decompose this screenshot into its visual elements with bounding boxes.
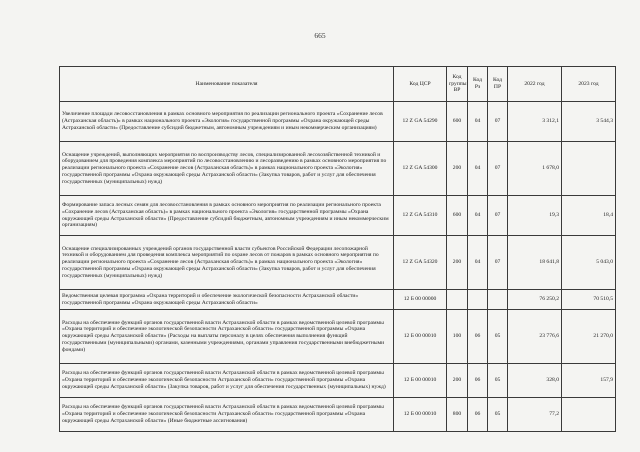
row-razdel: 06 <box>468 364 488 398</box>
row-group: 800 <box>447 398 468 432</box>
row-group: 200 <box>447 364 468 398</box>
header-group: Код группы ВР <box>447 67 468 102</box>
row-year1: 3 312,1 <box>508 102 562 142</box>
row-podrazdel <box>488 290 508 310</box>
row-razdel: 06 <box>468 398 488 432</box>
row-podrazdel: 07 <box>488 142 508 196</box>
row-code: 12 Z GA 54310 <box>394 196 447 236</box>
table-row <box>60 364 616 398</box>
row-year2: 21 270,0 <box>562 310 616 364</box>
row-year1: 18 641,8 <box>508 236 562 290</box>
row-group <box>447 290 468 310</box>
row-razdel: 06 <box>468 310 488 364</box>
table-row <box>60 290 616 310</box>
row-year1: 19,3 <box>508 196 562 236</box>
row-code: 12 Б 00 00000 <box>394 290 447 310</box>
row-name: Оснащение специализированных учреждений органов государственной власти субъектов Российской Федерации лесопожарной техникой и оборудованием для проведения комплекса мероприятий по охране лесов от пожаров в рамках основного мероприятия по реализации регионального проекта «Сохранение лесов (Астраханская область)» в рамках национального проекта «Экология» государственной программы «Охрана окружающей среды Астраханской области» (Закупка товаров, работ и услуг для обеспечения государственных (муниципальных) нужд) <box>60 236 394 290</box>
row-code: 12 Z GA 54290 <box>394 102 447 142</box>
row-year2: 70 510,5 <box>562 290 616 310</box>
row-code: 12 Z GA 54320 <box>394 236 447 290</box>
row-razdel: 04 <box>468 142 488 196</box>
header-podrazdel: Код ПР <box>488 67 508 102</box>
table-row <box>60 196 616 236</box>
header-code: Код ЦСР <box>394 67 447 102</box>
row-year1: 328,0 <box>508 364 562 398</box>
row-year1: 23 776,6 <box>508 310 562 364</box>
table-row <box>60 398 616 432</box>
row-group: 100 <box>447 310 468 364</box>
row-podrazdel: 07 <box>488 236 508 290</box>
header-year2: 2023 год <box>562 67 616 102</box>
row-group: 200 <box>447 236 468 290</box>
row-name: Расходы на обеспечение функций органов государственной власти Астраханской области в рамках ведомственной целевой программы «Охрана территорий и обеспечение экологической безопасности Астраханской области» государственной программы «Охрана окружающей среды Астраханской области» (Закупка товаров, работ и услуг для обеспечения государственных (муниципальных) нужд) <box>60 364 394 398</box>
table-row <box>60 236 616 290</box>
row-name: Ведомственная целевая программа «Охрана территорий и обеспечение экологической безопасности Астраханской области» государственной программы «Охрана окружающей среды Астраханской области» <box>60 290 394 310</box>
row-razdel: 04 <box>468 236 488 290</box>
row-podrazdel: 05 <box>488 310 508 364</box>
row-code: 12 Б 00 00010 <box>394 364 447 398</box>
header-razdel: Код Рз <box>468 67 488 102</box>
row-name: Формирование запаса лесных семян для лесовосстановления в рамках основного мероприятия по реализации регионального проекта «Сохранение лесов (Астраханская область)» в рамках национального проекта «Экология» государственной программы «Охрана окружающей среды Астраханской области» (Предоставление субсидий бюджетным, автономным учреждениям и иным некоммерческим организациям) <box>60 196 394 236</box>
row-name: Увеличение площади лесовосстановления в рамках основного мероприятия по реализации регионального проекта «Сохранение лесов (Астраханская область)» в рамках национального проекта «Экология» государственной программы «Охрана окружающей среды Астраханской области» (Предоставление субсидий бюджетным, автономным учреждениям и иным некоммерческим организациям) <box>60 102 394 142</box>
row-name: Расходы на обеспечение функций органов государственной власти Астраханской области в рамках ведомственной целевой программы «Охрана территорий и обеспечение экологической безопасности Астраханской области» государственной программы «Охрана окружающей среды Астраханской области» (Расходы на выплаты персоналу в целях обеспечения выполнения функций государственными (муниципальными) органами, казенными учреждениями, органами управления государственными внебюджетными фондами) <box>60 310 394 364</box>
header-year1: 2022 год <box>508 67 562 102</box>
row-year1: 76 250,2 <box>508 290 562 310</box>
table-row <box>60 102 616 142</box>
row-razdel <box>468 290 488 310</box>
header-name: Наименование показателя <box>60 67 394 102</box>
row-year1: 77,2 <box>508 398 562 432</box>
row-year2: 18,4 <box>562 196 616 236</box>
table-header-row <box>60 67 616 102</box>
row-code: 12 Б 00 00010 <box>394 310 447 364</box>
row-group: 200 <box>447 142 468 196</box>
table-row <box>60 310 616 364</box>
row-group: 600 <box>447 102 468 142</box>
row-year2: 5 043,0 <box>562 236 616 290</box>
row-year2: 157,9 <box>562 364 616 398</box>
row-code: 12 Z GA 54300 <box>394 142 447 196</box>
row-name: Расходы на обеспечение функций органов государственной власти Астраханской области в рамках ведомственной целевой программы «Охрана территорий и обеспечение экологической безопасности Астраханской области» государственной программы «Охрана окружающей среды Астраханской области» (Иные бюджетные ассигнования) <box>60 398 394 432</box>
row-code: 12 Б 00 00010 <box>394 398 447 432</box>
row-year2 <box>562 398 616 432</box>
row-razdel: 04 <box>468 196 488 236</box>
table-row <box>60 142 616 196</box>
row-group: 600 <box>447 196 468 236</box>
row-year2 <box>562 142 616 196</box>
row-podrazdel: 07 <box>488 102 508 142</box>
row-podrazdel: 05 <box>488 364 508 398</box>
row-razdel: 04 <box>468 102 488 142</box>
row-podrazdel: 07 <box>488 196 508 236</box>
row-podrazdel: 05 <box>488 398 508 432</box>
row-year2: 3 544,3 <box>562 102 616 142</box>
row-name: Оснащение учреждений, выполняющих мероприятия по воспроизводству лесов, специализированной лесохозяйственной техникой и оборудованием для проведения комплекса мероприятий по лесовосстановлению и лесоразведению в рамках основного мероприятия по реализации регионального проекта «Сохранение лесов (Астраханская область)» в рамках национального проекта «Экология» государственной программы «Охрана окружающей среды Астраханской области» (Закупка товаров, работ и услуг для обеспечения государственных (муниципальных) нужд) <box>60 142 394 196</box>
row-year1: 1 678,0 <box>508 142 562 196</box>
page-number: 665 <box>314 31 326 40</box>
budget-table <box>59 66 616 432</box>
